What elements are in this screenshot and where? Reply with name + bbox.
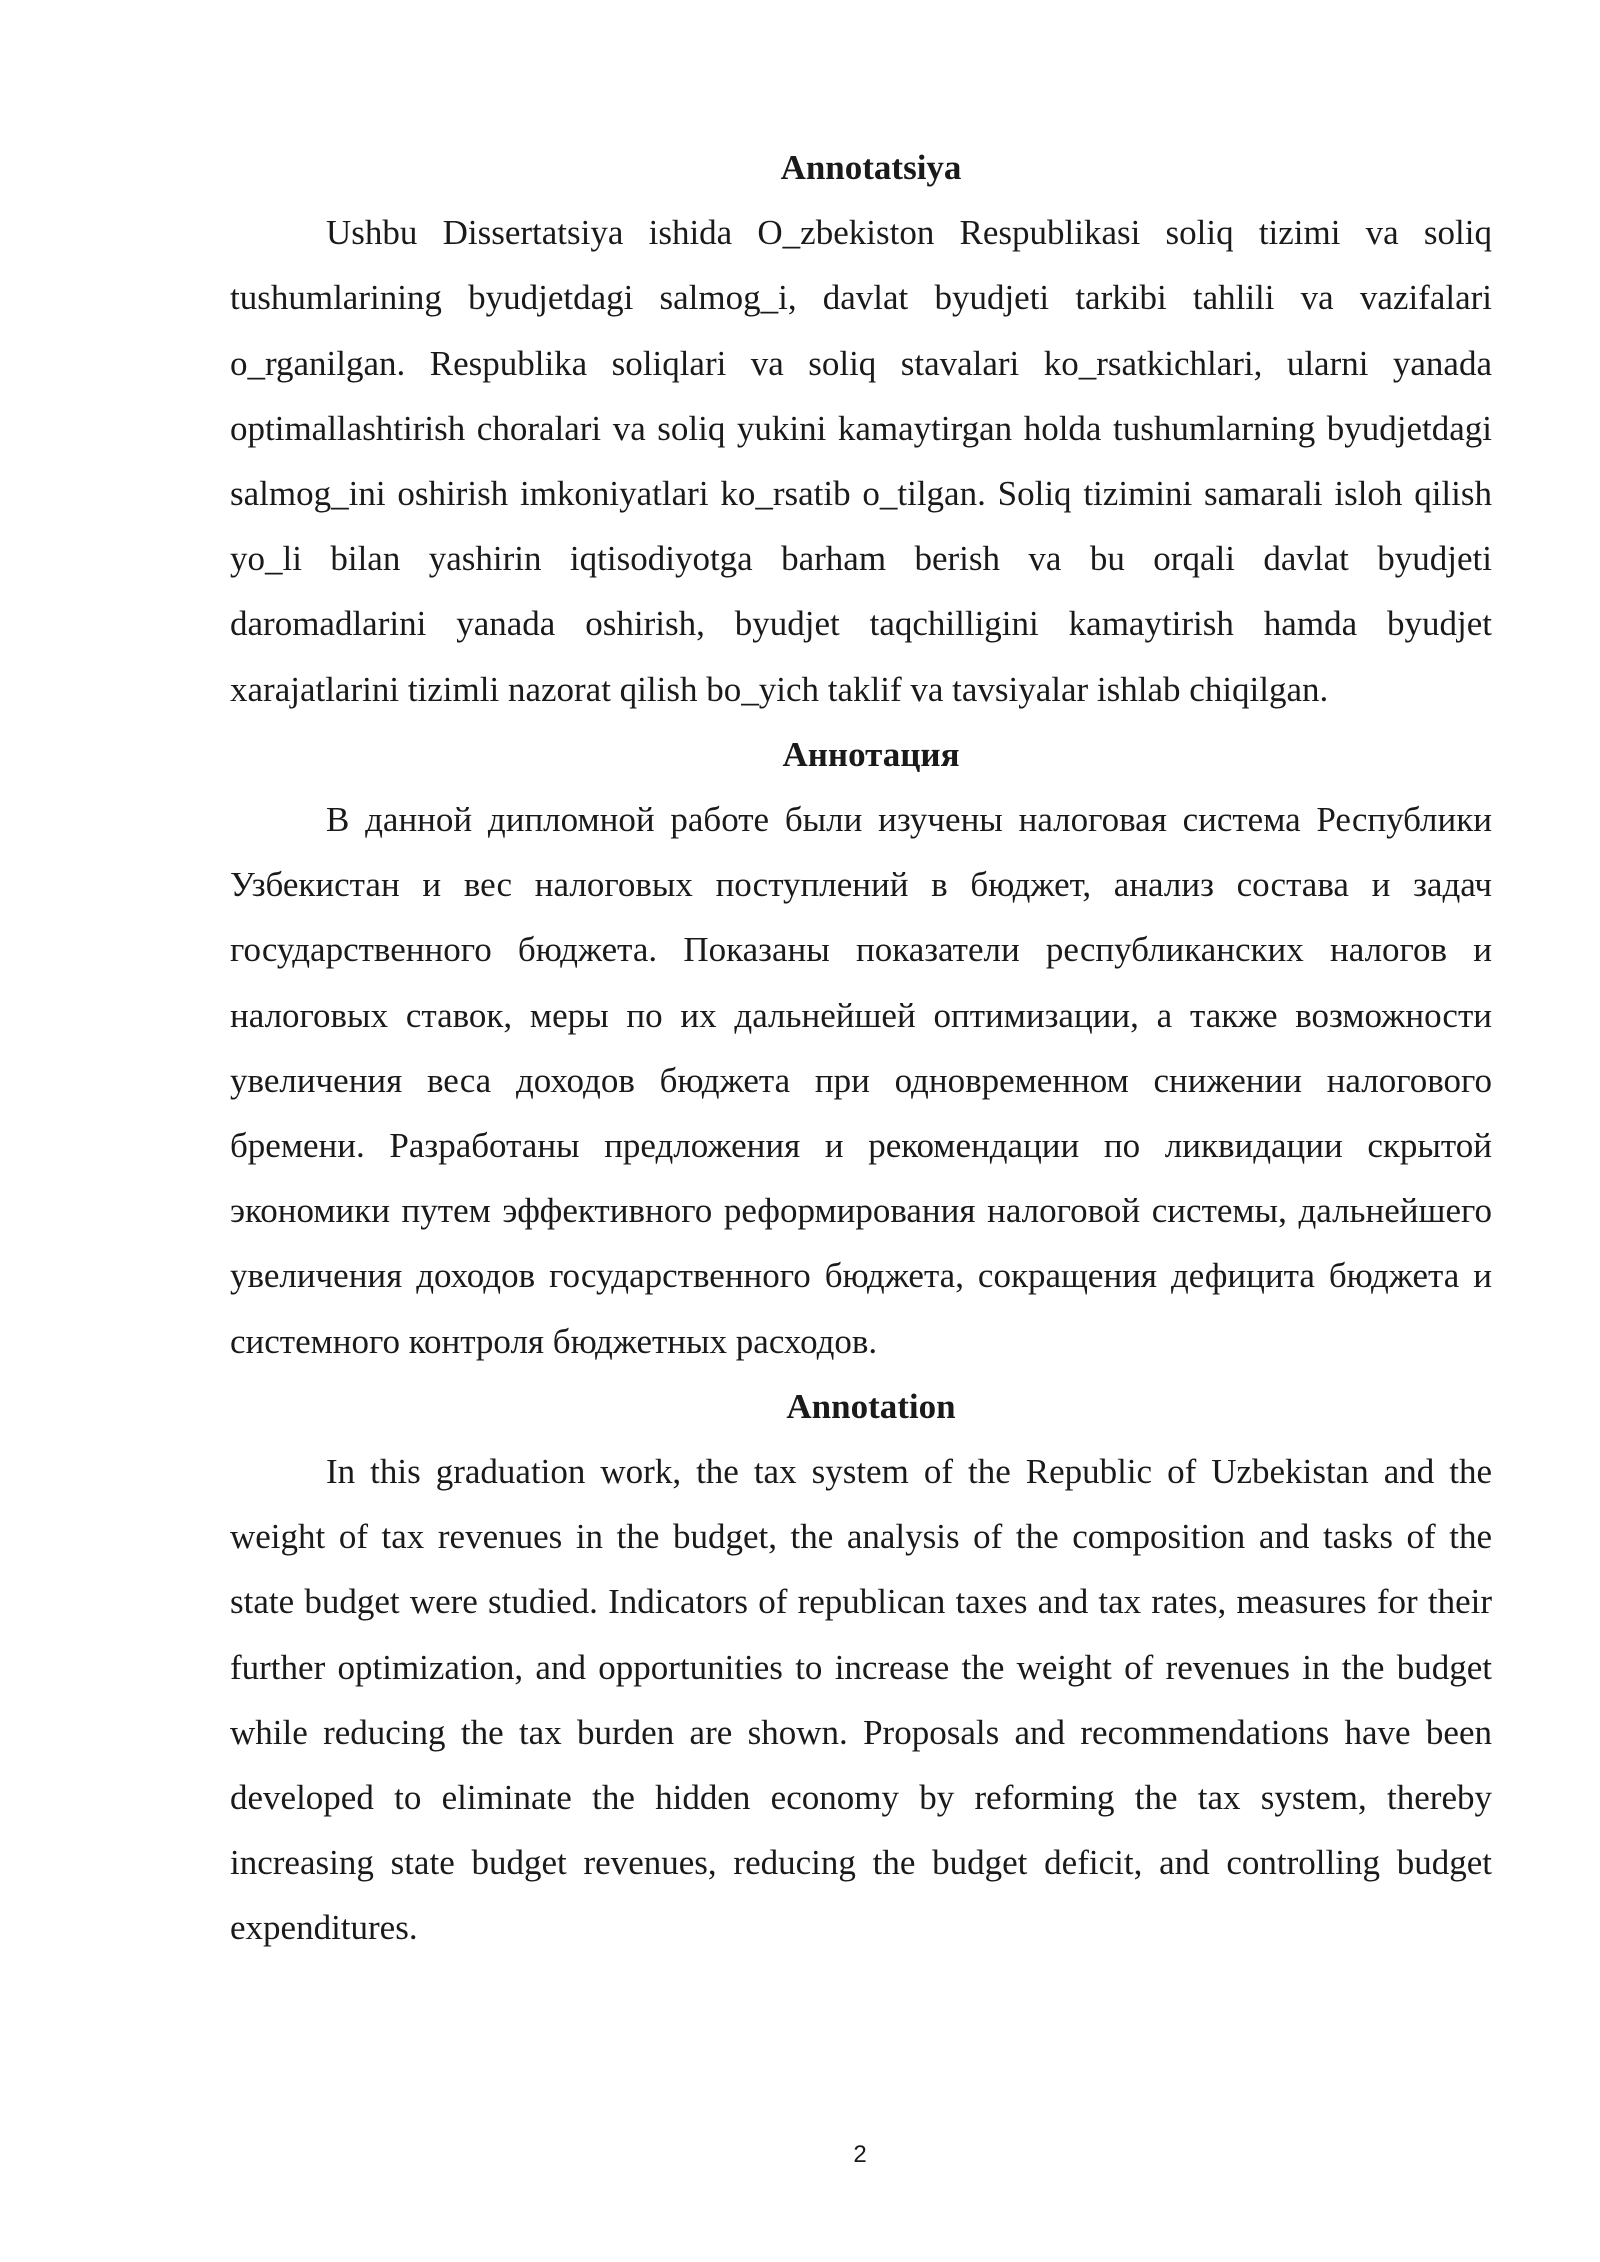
page-content — [230, 135, 1492, 1961]
section-heading-uzbek: Annotatsiya — [780, 148, 962, 187]
section-paragraph-russian: В данной дипломной работе были изучены налоговая система Республики Узбекистан и вес налоговых поступлений в бюджет, анализ состава и задач государственного бюджета. Показаны показатели республиканских налогов и налоговых ставок, меры по их дальнейшей оптимизации, а также возможности увеличения веса доходов бюджета при одновременном снижении налогового бремени. Разработаны предложения и рекомендации по ликвидации скрытой экономики путем эффективного реформирования налоговой системы, дальнейшего увеличения доходов государственного бюджета, сокращения дефицита бюджета и системного контроля бюджетных расходов. — [230, 800, 1492, 1361]
page-number: 2 — [853, 2141, 867, 2168]
section-paragraph-english: In this graduation work, the tax system of the Republic of Uzbekistan and the weight of tax revenues in the budget, the analysis of the composition and tasks of the state budget were studied. Indicators of republican taxes and tax rates, measures for their further optimization, and opportunities to increase the weight of revenues in the budget while reducing the tax burden are shown. Proposals and recommendations have been developed to eliminate the hidden economy by reforming the tax system, thereby increasing state budget revenues, reducing the budget deficit, and controlling budget expenditures. — [230, 1452, 1492, 1948]
section-paragraph-uzbek: Ushbu Dissertatsiya ishida O_zbekiston Respublikasi soliq tizimi va soliq tushumlarining byudjetdagi salmog_i, davlat byudjeti tarkibi tahlili va vazifalari o_rganilgan. Respublika soliqlari va soliq stavalari ko_rsatkichlari, ularni yanada optimallashtirish choralari va soliq yukini kamaytirgan holda tushumlarning byudjetdagi salmog_ini oshirish imkoniyatlari ko_rsatib o_tilgan. Soliq tizimini samarali isloh qilish yo_li bilan yashirin iqtisodiyotga barham berish va bu orqali davlat byudjeti daromadlarini yanada oshirish, byudjet taqchilligini kamaytirish hamda byudjet xarajatlarini tizimli nazorat qilish bo_yich taklif va tavsiyalar ishlab chiqilgan. — [230, 213, 1492, 709]
section-heading-english: Annotation — [786, 1386, 956, 1426]
section-heading-russian: Аннотация — [782, 734, 960, 774]
